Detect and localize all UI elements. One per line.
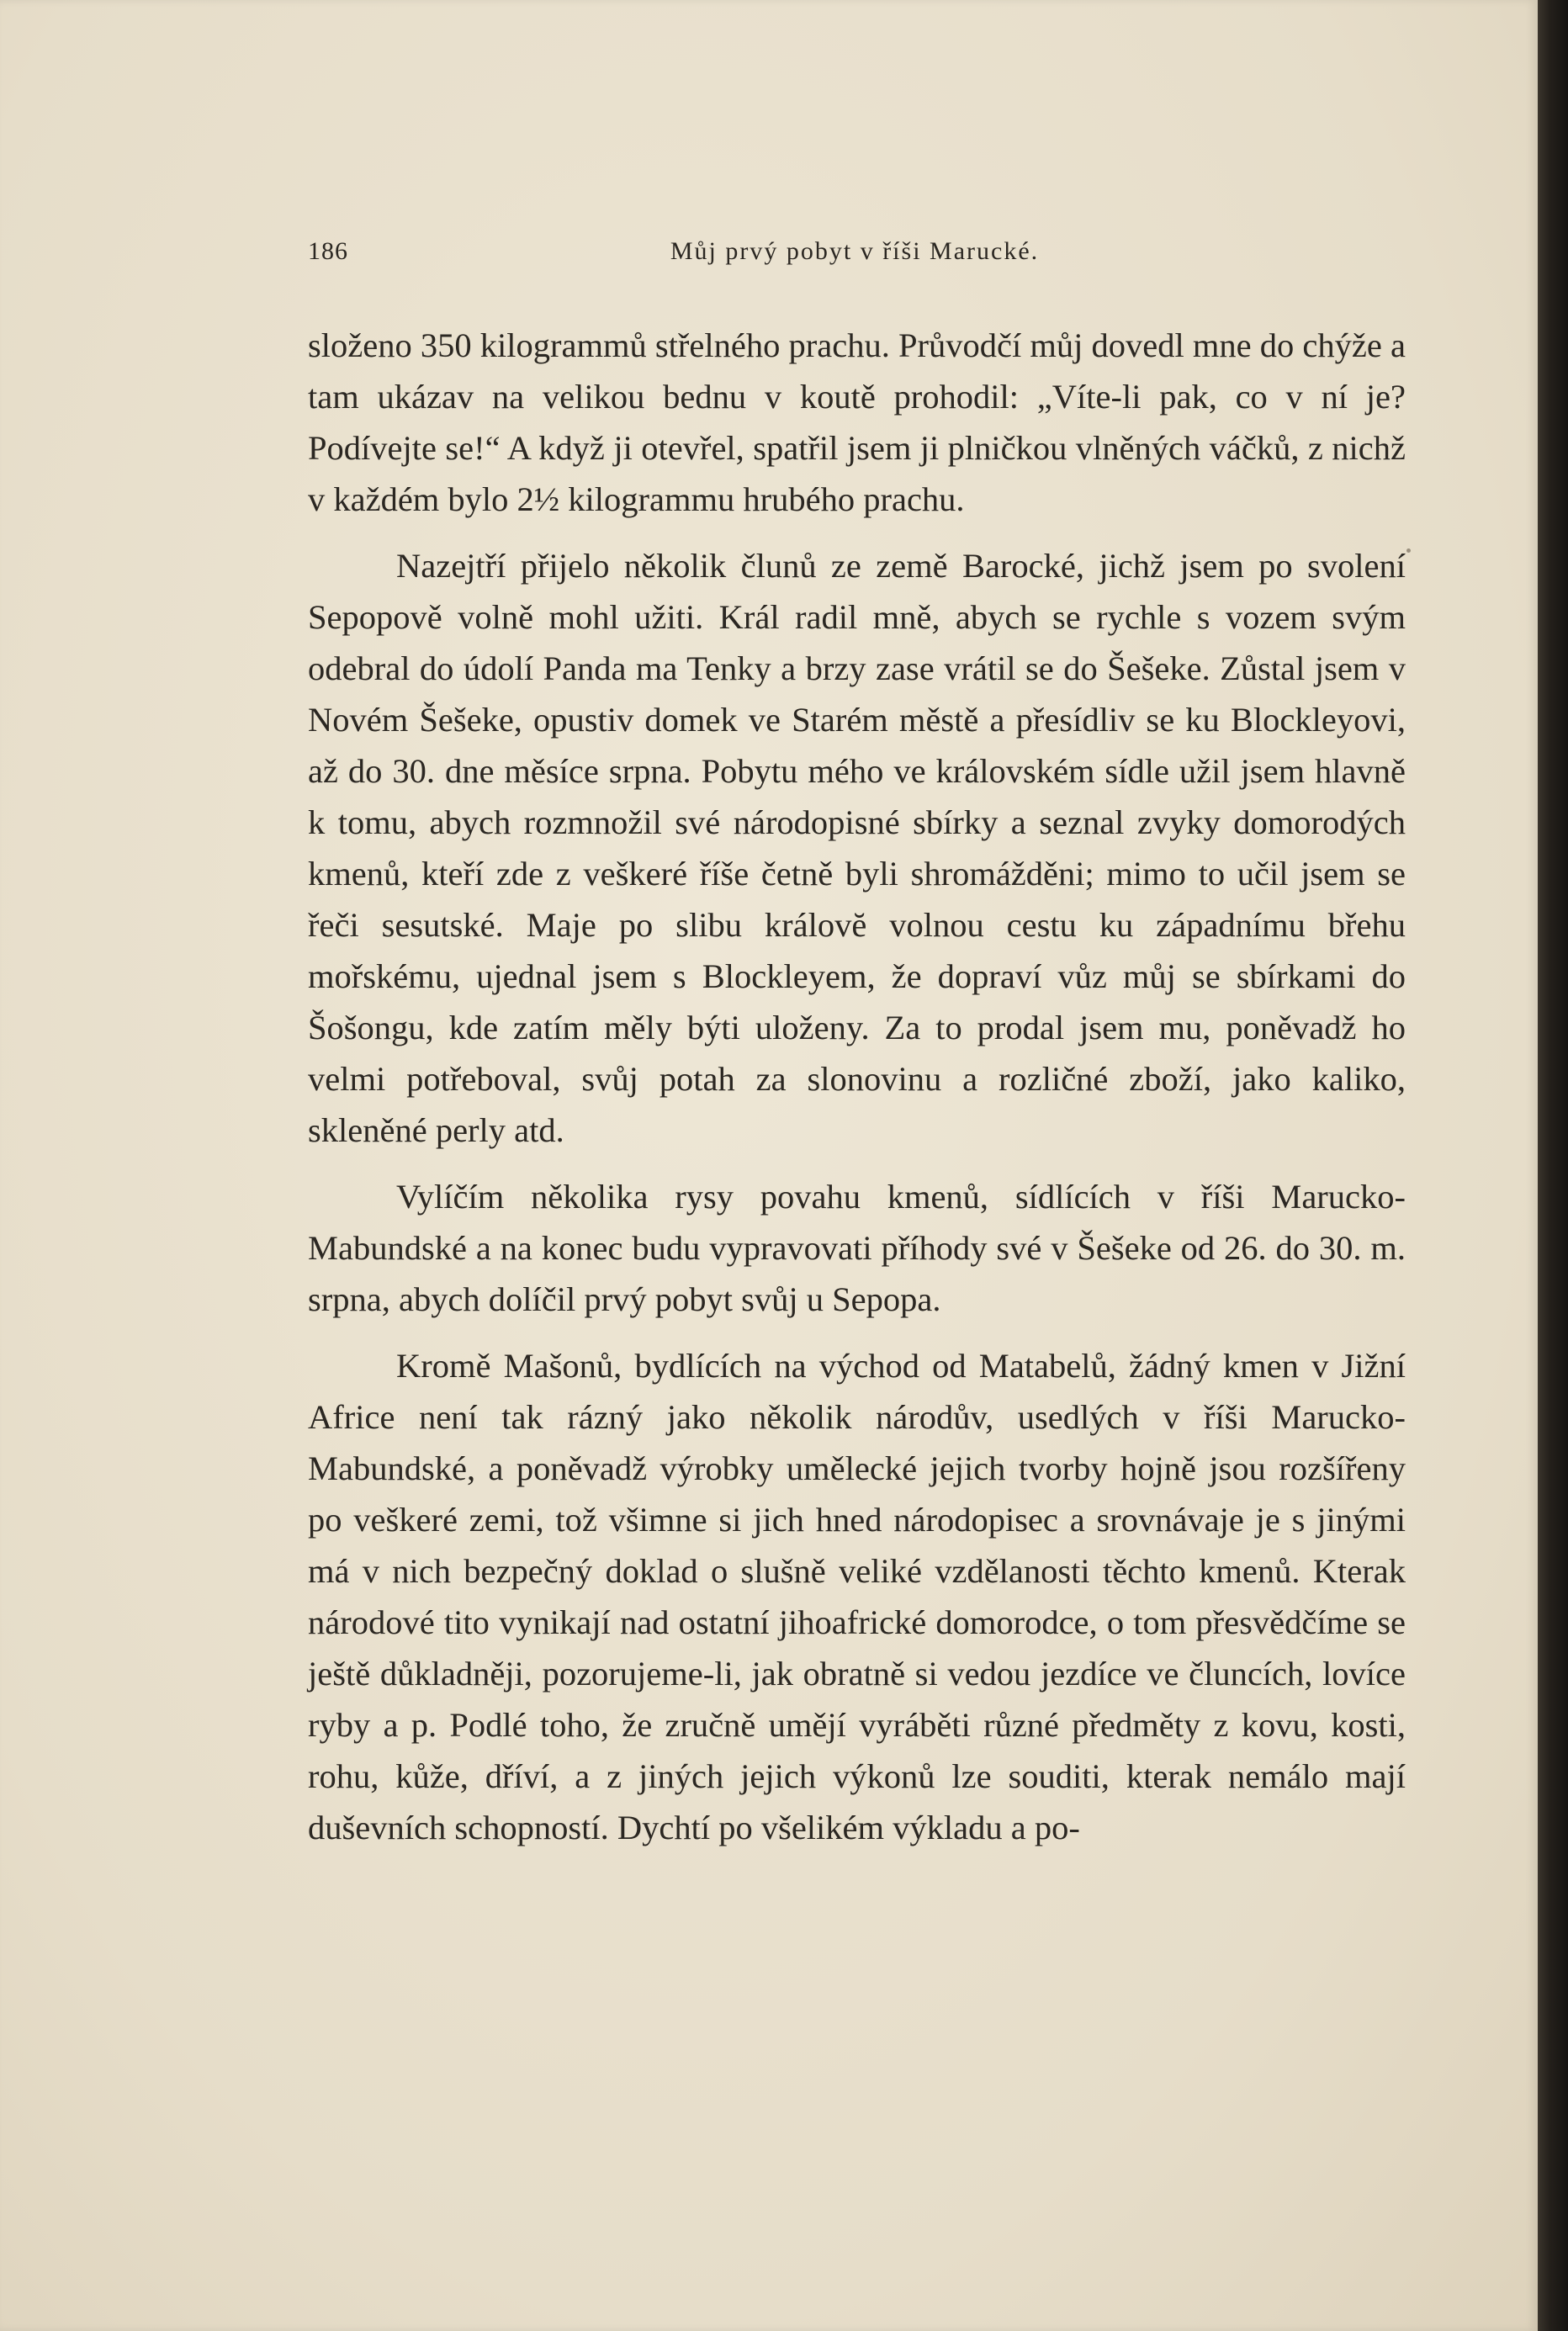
- paragraph-3: Vylíčím několika rysy povahu kmenů, sídlících v říši Marucko-Mabundské a na konec budu vypravovati příhody své v Šešeke od 26. do 30. m. srpna, abych dolíčil prvý pobyt svůj u Sepopa.: [308, 1178, 1406, 1318]
- running-title: Můj prvý pobyt v říši Marucké.: [670, 237, 1040, 265]
- paragraph-2: Nazejtří přijelo několik člunů ze země Barocké, jichž jsem po svolení Sepopově volně mohl užiti. Král radil mně, abych se rychle s vozem svým odebral do údolí Panda ma Tenky a brzy zase vrátil se do Šešeke. Zůstal jsem v Novém Šešeke, opustiv domek ve Starém městě a přesídliv se ku Blockleyovi, až do 30. dne měsíce srpna. Pobytu mého ve královském sídle užil jsem hlavně k tomu, abych rozmnožil své národopisné sbírky a seznal zvyky domorodých kmenů, kteří zde z veškeré říše četně byli shromážděni; mimo to učil jsem se řeči sesutské. Maje po slibu královĕ volnou cestu ku západnímu břehu mořskému, ujednal jsem s Blockleyem, že dopraví vůz můj se sbírkami do Šošongu, kde zatím měly býti uloženy. Za to prodal jsem mu, poněvadž ho velmi potřeboval, svůj potah za slonovinu a rozličné zboží, jako kaliko, skleněné perly atd.: [308, 547, 1406, 1149]
- paragraph-4: Kromě Mašonů, bydlících na východ od Matabelů, žádný kmen v Jižní Africe není tak rázný jako několik národův, usedlých v říši Marucko-Mabundské, a poněvadž výrobky umělecké jejich tvorby hojně jsou rozšířeny po veškeré zemi, tož všimne si jich hned národopisec a srovnávaje je s jinými má v nich bezpečný doklad o slušně veliké vzdělanosti těchto kmenů. Kterak národové tito vynikají nad ostatní jihoafrické domorodce, o tom přesvědčíme se ještě důkladněji, pozorujeme-li, jak obratně si vedou jezdíce ve čluncích, lovíce ryby a p. Podlé toho, že zručně umějí vyráběti různé předměty z kovu, kosti, rohu, kůže, dříví, a z jiných jejich výkonů lze souditi, kterak nemálo mají duševních schopností. Dychtí po všelikém výkladu a po-: [308, 1347, 1406, 1846]
- page-number: 186: [308, 237, 348, 265]
- paragraph-1: složeno 350 kilogrammů střelného prachu. Průvodčí můj dovedl mne do chýže a tam ukázav na velikou bednu v koutě prohodil: „Víte-li pak, co v ní je? Podívejte se!“ A když ji otevřel, spatřil jsem ji plničkou vlněných váčků, z nichž v každém bylo 2½ kilogrammu hrubého prachu.: [308, 326, 1406, 518]
- page-edge-shadow: [1538, 0, 1568, 2331]
- body-text: [308, 320, 1406, 1853]
- running-head: [308, 227, 1406, 278]
- text-block: [308, 227, 1406, 1853]
- paper-speck: [1406, 548, 1411, 553]
